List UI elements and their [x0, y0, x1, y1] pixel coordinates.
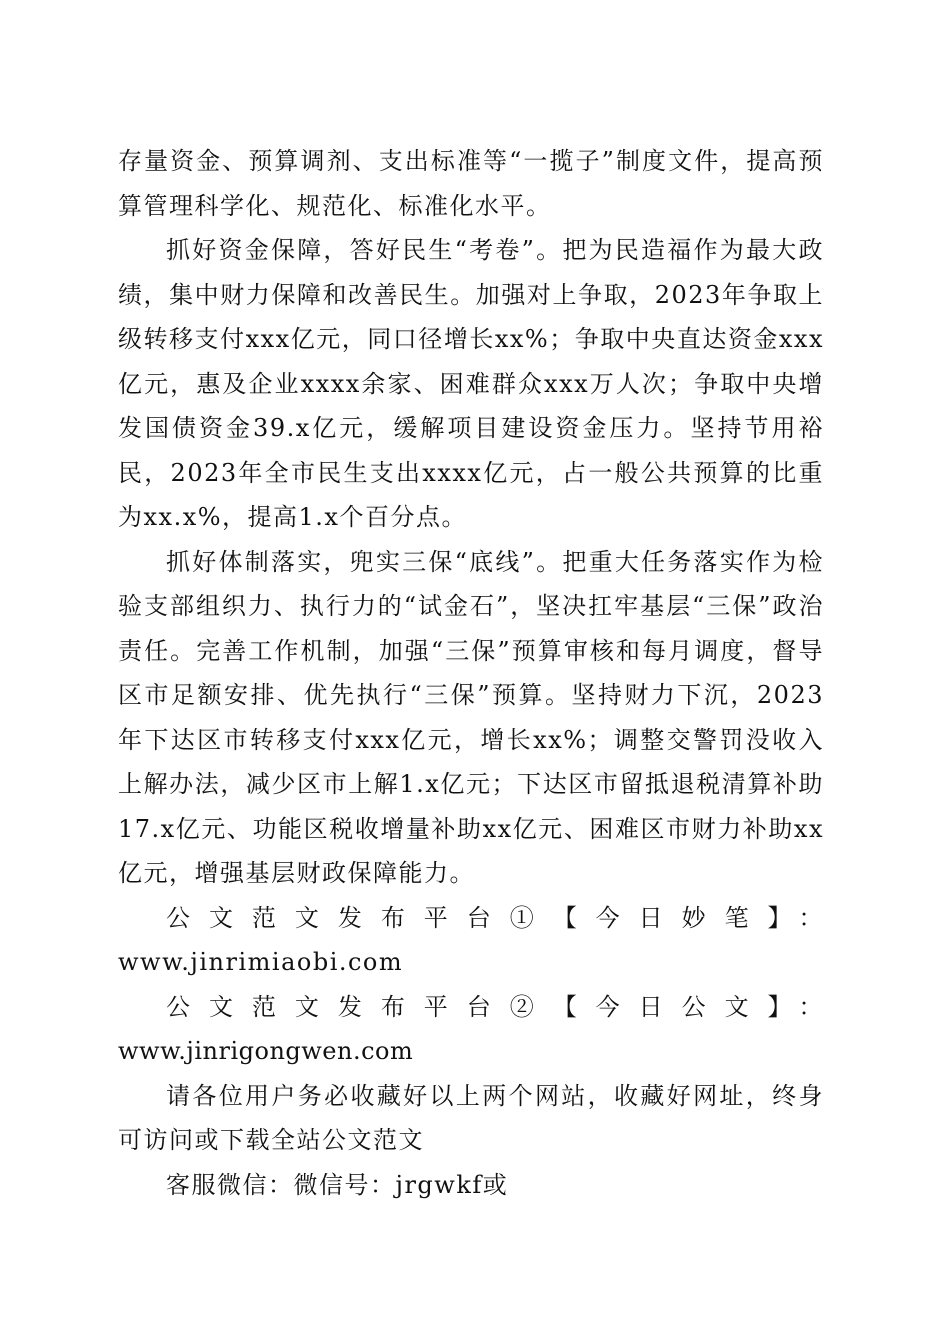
platform-two-url: www.jinrigongwen.com [118, 1037, 414, 1065]
paragraph-fund-guarantee: 抓好资金保障，答好民生“考卷”。把为民造福作为最大政绩，集中财力保障和改善民生。加强对上争取，2023年争取上级转移支付xxx亿元，同口径增长xx%；争取中央直达资金xxx亿元，惠及企业xxxx余家、困难群众xxx万人次；争取中央增发国债资金39.x亿元，缓解项目建设资金压力。坚持节用裕民，2023年全市民生支出xxxx亿元，占一般公共预算的比重为xx.x%，提高1.x个百分点。 [118, 236, 824, 531]
platform-two-label: 公文范文发布平台②【今日公文】： [166, 992, 824, 1021]
document-page [118, 139, 824, 1207]
platform-one-line: 公文范文发布平台①【今日妙笔】：www.jinrimiaobi.com [118, 903, 824, 976]
paragraph-system-implementation: 抓好体制落实，兜实三保“底线”。把重大任务落实作为检验支部组织力、执行力的“试金石”，坚决扛牢基层“三保”政治责任。完善工作机制，加强“三保”预算审核和每月调度，督导区市足额安排、优先执行“三保”预算。坚持财力下沉，2023年下达区市转移支付xxx亿元，增长xx%；调整交警罚没收入上解办法，减少区市上解1.x亿元；下达区市留抵退税清算补助17.x亿元、功能区税收增量补助xx亿元、困难区市财力补助xx亿元，增强基层财政保障能力。 [118, 547, 824, 887]
customer-service-wechat: 客服微信：微信号：jrgwkf或 [166, 1170, 509, 1199]
paragraph-continued: 存量资金、预算调剂、支出标准等“一揽子”制度文件，提高预算管理科学化、规范化、标准化水平。 [118, 147, 824, 220]
bookmark-notice: 请各位用户务必收藏好以上两个网站，收藏好网址，终身可访问或下载全站公文范文 [118, 1081, 824, 1154]
